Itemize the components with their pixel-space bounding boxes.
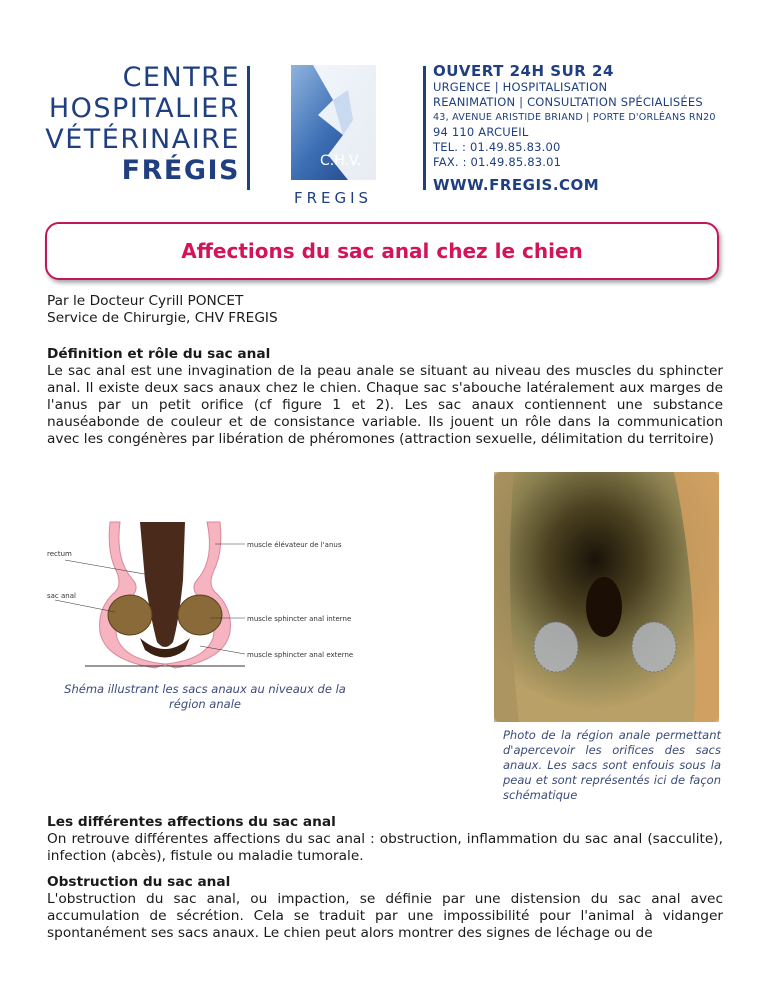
- clinic-name-line: HOSPITALIER: [48, 93, 240, 124]
- section-body: On retrouve différentes affections du sac anal : obstruction, inflammation du sac anal (sacculite), infection (abcès), fistule ou maladie tumorale.: [47, 831, 723, 864]
- author-block: [47, 293, 723, 327]
- title-box: [45, 222, 719, 280]
- header-divider-right: [423, 66, 426, 190]
- section-heading: Les différentes affections du sac anal: [47, 814, 336, 830]
- section-heading: Obstruction du sac anal: [47, 874, 231, 890]
- author-service: Service de Chirurgie, CHV FREGIS: [47, 310, 278, 326]
- label-rectum: rectum: [47, 550, 72, 558]
- clinic-name: [45, 62, 240, 186]
- fax-line: FAX. : 01.49.85.83.01: [433, 155, 562, 169]
- contact-line: REANIMATION | CONSULTATION SPÉCIALISÉES: [433, 95, 703, 109]
- anal-region-photo: [494, 472, 719, 722]
- figure2-caption: Photo de la région anale permettant d'apercevoir les orifices des sacs anaux. Les sacs sont enfouis sous la peau et sont représentés ici de façon schématique: [503, 728, 721, 802]
- author-line: Par le Docteur Cyrill PONCET: [47, 293, 244, 309]
- clinic-name-line: FRÉGIS: [121, 155, 240, 186]
- label-sphincter-interne: muscle sphincter anal interne: [247, 615, 352, 623]
- website-link[interactable]: WWW.FREGIS.COM: [433, 176, 600, 194]
- chv-logo: [273, 60, 393, 210]
- anal-sac-diagram: [45, 520, 365, 680]
- label-sac-anal: sac anal: [47, 592, 76, 600]
- section-obstruction: [47, 874, 723, 942]
- logo-name: FREGIS: [293, 189, 373, 207]
- city-line: 94 110 ARCUEIL: [433, 125, 529, 139]
- section-body: L'obstruction du sac anal, ou impaction, se définie par une distension du sac anal avec accumulation de sécrétion. Cela se traduit par une impossibilité pour l'animal à vidanger spontanément ses sacs anaux. Le chien peut alors montrer des signes de léchage ou de: [47, 891, 723, 941]
- contact-block: [433, 62, 716, 194]
- open-hours: OUVERT 24H SUR 24: [433, 62, 614, 80]
- page-title: Affections du sac anal chez le chien: [181, 239, 583, 263]
- clinic-name-line: VÉTÉRINAIRE: [45, 124, 240, 155]
- clinic-name-line: CENTRE: [122, 62, 240, 93]
- label-muscle-levator: muscle élévateur de l'anus: [247, 541, 342, 549]
- section-affections: [47, 814, 723, 865]
- figure1-caption: Shéma illustrant les sacs anaux au niveaux de la région anale: [64, 682, 346, 711]
- header-divider-left: [247, 66, 250, 190]
- section-body: Le sac anal est une invagination de la peau anale se situant au niveau des muscles du sphincter anal. Il existe deux sacs anaux chez le chien. Chaque sac s'abouche latéralement aux marges de l'anus par un petit orifice (cf figure 1 et 2). Les sac anaux contiennent une substance nauséabonde de couleur et de consistance variable. Ils jouent un rôle dans la communication avec les congénères par libération de phéromones (attraction sexuelle, délimitation du territoire): [47, 363, 723, 447]
- section-heading: Définition et rôle du sac anal: [47, 346, 271, 362]
- phone-line: TEL. : 01.49.85.83.00: [433, 140, 561, 154]
- address-line: 43, AVENUE ARISTIDE BRIAND | PORTE D'ORLÉANS RN20: [433, 112, 716, 123]
- section-definition: [47, 346, 723, 448]
- label-sphincter-externe: muscle sphincter anal externe: [247, 651, 354, 659]
- logo-label: C.H.V.: [320, 153, 362, 169]
- contact-line: URGENCE | HOSPITALISATION: [433, 80, 608, 94]
